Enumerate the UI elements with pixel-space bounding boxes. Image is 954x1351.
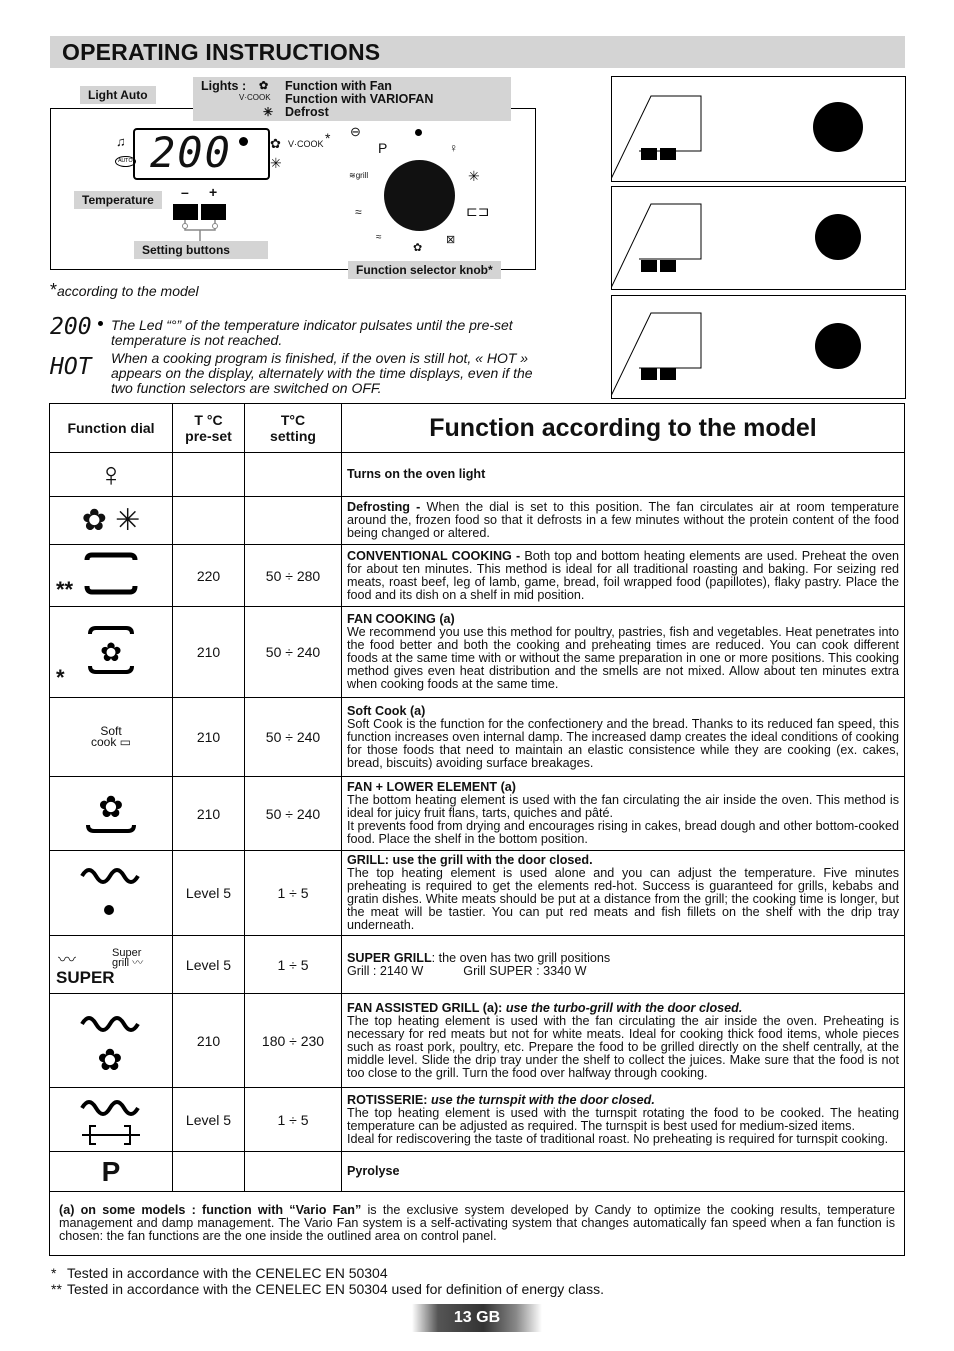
fan-cook-small-icon: ⊠ [446,234,456,246]
note-text-200: The Led “°” of the temperature indicator pulsates until the pre-set temperature is not reached. [111,317,513,348]
table-row [50,1152,905,1192]
fan-indicator-icon: ✿ [270,136,281,151]
table-row [50,607,905,698]
fan-lower-small-icon: ✿ [413,242,423,254]
control-panel-diagram [50,108,536,270]
snowflake-small-icon: ✳ [263,105,274,119]
pyrolyse-icon [50,1152,173,1192]
preset-cell: 210 [173,777,245,851]
functions-table [49,403,905,1256]
light-auto-label: Light Auto [80,86,156,104]
page-title: OPERATING INSTRUCTIONS [62,39,381,65]
rotisserie-icon [50,1088,173,1152]
header-bar [50,36,905,68]
row-subtitle: use the turbo-grill with the door closed. [505,1000,743,1015]
super-grill-small-icon: ≋grill [349,171,369,180]
fan-lower-element-icon [50,777,173,851]
table-row [50,777,905,851]
plus-label: + [209,184,218,200]
setting-cell: 1 ÷ 5 [245,851,342,936]
defrost-icon: ✿ ✳ [50,497,173,545]
preset-cell: Level 5 [173,936,245,994]
led-dot [239,137,248,146]
model-note [50,280,199,301]
header-title: Function according to the model [342,404,905,453]
description-cell [342,607,905,698]
function-selector-knob[interactable] [384,160,455,231]
grill-super-power: Grill SUPER : 3340 W [463,963,587,978]
setting-cell: 180 ÷ 230 [245,994,342,1088]
row-text: Soft Cook is the function for the confectionery and the bread. Thanks to its reduced fan speed, this function increases oven internal damp. The increased damp creates the ideal conditions of cooking for those foods that need to maintain an elastic consistence while they are cooking (ex. cakes, bread, biscuits) avoiding surface breakages. [347,716,899,770]
grill-icon [50,851,173,936]
super-label: SUPER [56,968,115,987]
tested-text-1: Tested in accordance with the CENELEC EN 50304 [67,1265,388,1281]
row-title: ROTISSERIE: [347,1092,431,1107]
header-preset: T °C pre-set [173,404,245,453]
setting-cell: 50 ÷ 240 [245,698,342,777]
rotisserie-shape [50,1090,173,1150]
preset-cell: 210 [173,698,245,777]
bulb-small-icon: ♀ [449,141,458,155]
grill-dot-small-icon: ≈ [376,232,382,243]
row-text: We recommend you use this method for poultry, pastries, fish and vegetables. Heat penetrates into the food better and both the cooking and preheating times are reduced. You can cook different foods at the same time with or without the same preparation in one or more positions. This cooking method gives even heat distribution and the smells are not mixed. Allow about ten minutes extra when cooking foods at the same time. [347,625,899,691]
note-display-200: 200 [50,314,92,340]
setting-cell [245,497,342,545]
tested-text-2: Tested in accordance with the CENELEC EN 50304 used for definition of energy class. [67,1281,604,1297]
table-footer-row [50,1192,905,1256]
preset-cell: 210 [173,994,245,1088]
lights-item: Function with VARIOFAN [285,92,434,106]
description-cell [342,1152,905,1192]
display-value: 200 [150,128,232,177]
super-grill-icon [50,936,173,994]
description-cell [342,545,905,607]
row-title: FAN COOKING (a) [347,612,455,626]
table-header-row [50,404,905,453]
description-cell [342,497,905,545]
tested-mark: * [56,665,65,690]
header-function-dial: Function dial [50,404,173,453]
soft-cook-icon: Soft cook ▭ [50,698,173,777]
clock-icon: ⊖ [350,124,361,139]
row-title: CONVENTIONAL COOKING - [347,548,525,563]
pyrolyse-small-label: P [378,140,388,156]
tested-mark-1: * [51,1265,57,1281]
grill-wave-icon: 〰 [58,950,76,970]
plus-button[interactable] [201,204,226,220]
description-cell [342,936,905,994]
row-text: The top heating element is used with the fan circulating the air inside the oven. Preheating is necessary for red meats but not for white meats. Ideal for cooking thick food items, whole pieces such as roast pork, poultry, etc. Prepare the food to be grilled directly on the shelf centrally, at the middle level. Slide the drip tray under the shelf to collect the juices. Make sure that the food is not too close to the grill. Turn the food over halfway through cooking. [347,1013,899,1080]
row-title: GRILL: use the grill with the door closed. [347,853,593,867]
preset-cell: Level 5 [173,1088,245,1152]
tested-note-1 [51,1265,388,1281]
preset-cell: Level 5 [173,851,245,936]
row-title: SUPER GRILL [347,950,432,965]
function-selector-label: Function selector knob* [348,261,501,279]
soft-cook-text-1: Soft [100,724,122,738]
vcook-small-label: V·COOK [239,93,271,102]
vcook-label: V·COOK [288,139,324,149]
tested-mark-2: ** [51,1281,62,1297]
fan-cooking-icon [50,607,173,698]
setting-cell: 50 ÷ 240 [245,607,342,698]
header-setting: T°C setting [245,404,342,453]
setting-cell [245,1152,342,1192]
svg-text:✿: ✿ [98,790,124,824]
bell-icon: ♫ [116,134,126,149]
fan-grill-shape [50,996,173,1086]
setting-cell: 50 ÷ 240 [245,777,342,851]
table-row [50,453,905,497]
description-cell [342,777,905,851]
soft-cook-text-2: cook [90,735,117,749]
table-row [50,994,905,1088]
setting-cell: 50 ÷ 280 [245,545,342,607]
grill-shape [50,852,173,934]
row-text: : the oven has two grill positions [431,950,611,965]
knob-pointer-dot [415,129,422,136]
row-title: FAN ASSISTED GRILL (a): [347,1000,506,1015]
fan-lower-shape [50,779,173,849]
defrost-small-icon: ✳ [468,168,480,184]
footer-text: is the exclusive system developed by Candy to optimize the cooking results, temperature management and damp management. The Vario Fan system is a self-activating system that changes automatically fan speed when a fan function is chosen: the fan functions are the one inside the outlined area on control panel. [59,1203,895,1243]
row-title: Soft Cook (a) [347,703,426,718]
setting-buttons-label: Setting buttons [134,241,268,259]
vario-fan-note [50,1192,905,1256]
preset-cell [173,1152,245,1192]
table-row [50,698,905,777]
lights-item: Function with Fan [285,79,392,93]
preset-cell [173,497,245,545]
snowflake-indicator-icon: ✳ [270,155,282,171]
row-title: Turns on the oven light [347,467,486,481]
lights-label: Lights : [201,79,247,93]
description-cell [342,851,905,936]
description-cell [342,1088,905,1152]
super-grill-text-2: grill [112,957,130,969]
table-row [50,545,905,607]
table-row [50,851,905,936]
page-number: 13 GB [412,1304,542,1332]
row-text: When the dial is set to this position. The fan circulates air at room temperature around the, frozen food so that it defrosts in a few minutes without the protein content of the food being changed or altered. [347,500,899,540]
minus-button[interactable] [173,204,198,220]
grill-small-icon: ≈ [355,205,362,219]
footer-bold: (a) on some models : function with “Vario Fan” [59,1203,362,1217]
note-led-dot [98,321,103,326]
panel-variants-drawing [611,76,904,398]
preset-cell: 220 [173,545,245,607]
svg-text:✿: ✿ [97,1043,123,1077]
table-row [50,936,905,994]
model-note-star: * [50,280,58,300]
super-grill-label: Super grill 〰 [112,947,144,969]
conventional-small-icon: ⊏⊐ [466,203,490,219]
row-subtitle: use the turnspit with the door closed. [430,1092,655,1107]
lights-legend [193,77,511,121]
conventional-icon [50,545,173,607]
fan-small-icon: ✿ [259,80,269,92]
table-row [50,1088,905,1152]
lights-item: Defrost [285,105,329,119]
light-bulb-icon: ♀ [50,453,173,497]
row-text: The bottom heating element is used with the fan circulating the air inside the oven. This method is ideal for juicy fruit flans, tarts, quiches and pâté. It prevents food from drying and encourages rising in cakes, bread dough and other bottom-cooked food. Place the shelf in the bottom position. [347,793,899,846]
vcook-star: * [325,130,331,146]
energy-class-mark: ** [56,577,74,602]
note-text-hot: When a cooking program is finished, if the oven is still hot, « HOT » appears on the display, alternately with the time displays, even if the two function selectors are switched on OFF. [111,350,533,396]
model-note-text: according to the model [57,283,199,299]
preset-cell: 210 [173,607,245,698]
setting-cell [245,453,342,497]
minus-label: – [181,184,189,200]
preset-cell [173,453,245,497]
tested-note-2 [51,1281,604,1297]
description-cell [342,698,905,777]
description-cell [342,453,905,497]
svg-text:✿: ✿ [100,637,122,667]
row-text: The top heating element is used with the turnspit rotating the food to be cooked. The heating temperature can be adjusted as required. The turnspit is best used for medium-sized items. Ideal for rediscovering the taste of traditional roast. No preheating is required for turnspit cooking. [347,1105,899,1146]
row-text: The top heating element is used alone and you can adjust the temperature. Five minutes preheating is required to get the elements red-hot. Success is guaranteed for grills, kebabs and gratin dishes. White meats should be put at a distance from the grill; the cooking time is longer, but the meat will be tastier. You can put red meats and fish fillets on the shelf with the drip tray underneath. [347,866,899,932]
auto-icon: ᴬᵁᵀᴼ [115,156,136,167]
description-cell [342,994,905,1088]
note-display-hot: HOT [50,354,92,380]
fan-cooking-shape [50,608,173,696]
pyrolyse-letter: P [101,1155,121,1187]
setting-cell: 1 ÷ 5 [245,936,342,994]
row-title: Defrosting - [347,500,427,514]
row-title: FAN + LOWER ELEMENT (a) [347,780,516,794]
table-row [50,497,905,545]
temperature-label: Temperature [74,191,162,209]
grill-power: Grill : 2140 W [347,963,424,978]
super-grill-text-1: Super [112,947,142,959]
row-text: Both top and bottom heating elements are used. Preheat the oven for about ten minutes. This method is ideal for all traditional roasting and baking. For seizing red meats, roast beef, leg of lamb, game, bread, foil wrapped food (papillotes), flaky pastry. Place the food and its dish on a shelf in mid position. [347,548,899,602]
row-title: Pyrolyse [347,1164,400,1178]
setting-cell: 1 ÷ 5 [245,1088,342,1152]
fan-assisted-grill-icon [50,994,173,1088]
